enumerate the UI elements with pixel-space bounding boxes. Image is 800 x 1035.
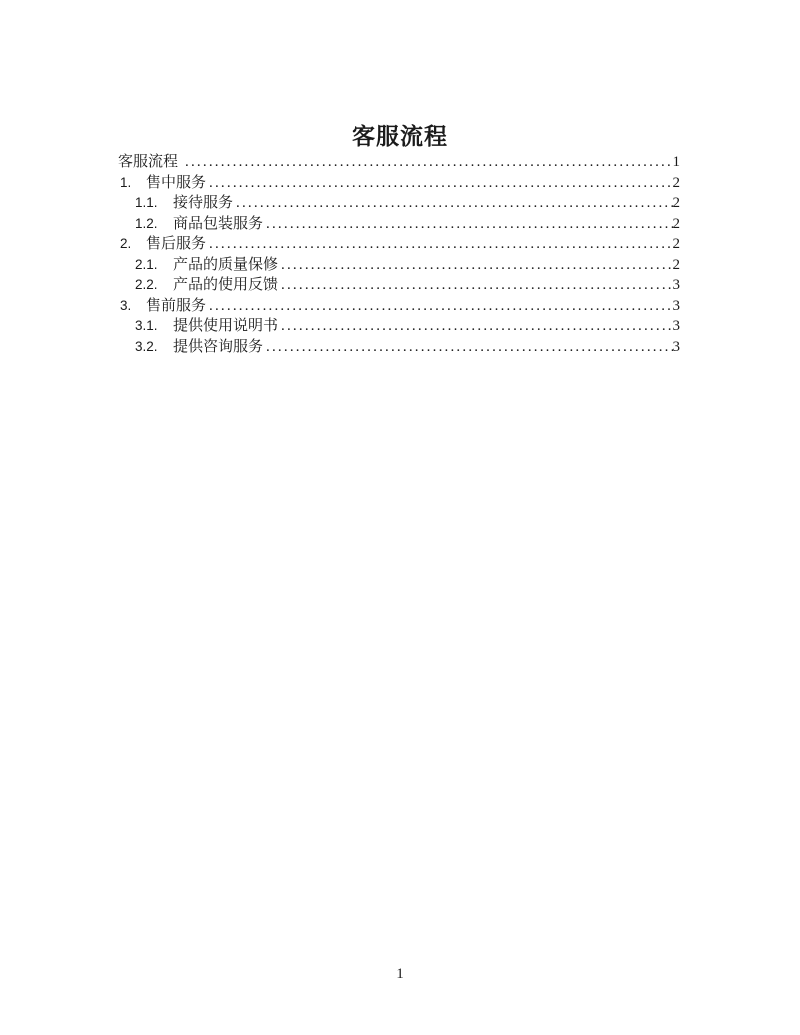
toc-entry[interactable]	[118, 296, 680, 317]
toc-entry-page: 3	[672, 338, 680, 355]
toc-entry-number: 2.1.	[135, 256, 158, 272]
toc-entry-label: 客服流程	[118, 154, 179, 170]
toc-entry[interactable]	[135, 337, 680, 358]
toc-entry-label: 提供咨询服务	[173, 338, 264, 355]
toc-entry-label: 产品的使用反馈	[173, 277, 279, 293]
toc-entry-page: 2	[672, 256, 680, 273]
toc-leader-dots	[281, 316, 672, 337]
toc-leader-dots	[266, 337, 672, 358]
toc-entry[interactable]	[135, 214, 680, 235]
toc-entry[interactable]	[118, 234, 680, 255]
toc-entry-label: 接待服务	[173, 195, 234, 211]
toc-leader-dots	[266, 214, 672, 235]
toc-entry[interactable]	[118, 173, 680, 194]
toc-entry-page: 3	[672, 297, 680, 314]
toc-entry-number: 2.2.	[135, 277, 158, 292]
toc-entry-number: 3.	[120, 297, 132, 313]
table-of-contents	[118, 152, 680, 357]
toc-entry-page: 1	[672, 154, 680, 170]
toc-entry-label: 售后服务	[146, 236, 207, 252]
toc-entry-number: 1.1.	[135, 195, 158, 210]
toc-entry-label: 产品的质量保修	[173, 256, 279, 273]
toc-entry-label: 售中服务	[146, 174, 207, 191]
toc-entry-number: 2.	[120, 236, 132, 251]
toc-entry-page: 3	[672, 277, 680, 293]
toc-entry-label: 提供使用说明书	[173, 318, 279, 334]
toc-entry-label: 售前服务	[146, 297, 207, 314]
toc-entry-page: 2	[672, 215, 680, 232]
toc-entry[interactable]	[118, 152, 680, 173]
toc-leader-dots	[209, 234, 672, 255]
toc-entry-number: 1.2.	[135, 215, 158, 231]
page-title: 客服流程	[352, 124, 448, 150]
toc-entry-label: 商品包装服务	[173, 215, 264, 232]
toc-leader-dots	[236, 193, 672, 214]
toc-entry[interactable]	[135, 275, 680, 296]
footer-page-number: 1	[396, 966, 404, 982]
toc-entry-page: 2	[672, 195, 680, 211]
toc-entry-page: 3	[672, 318, 680, 334]
toc-entry-number: 1.	[120, 174, 132, 190]
toc-entry-page: 2	[672, 174, 680, 191]
toc-leader-dots	[209, 173, 672, 194]
toc-leader-dots	[281, 275, 672, 296]
toc-entry[interactable]	[135, 255, 680, 276]
toc-leader-dots	[185, 152, 672, 173]
toc-entry-number: 3.2.	[135, 338, 158, 354]
toc-entry[interactable]	[135, 316, 680, 337]
toc-entry-number: 3.1.	[135, 318, 158, 333]
toc-entry-page: 2	[672, 236, 680, 252]
toc-entry[interactable]	[135, 193, 680, 214]
toc-leader-dots	[209, 296, 672, 317]
toc-leader-dots	[281, 255, 672, 276]
